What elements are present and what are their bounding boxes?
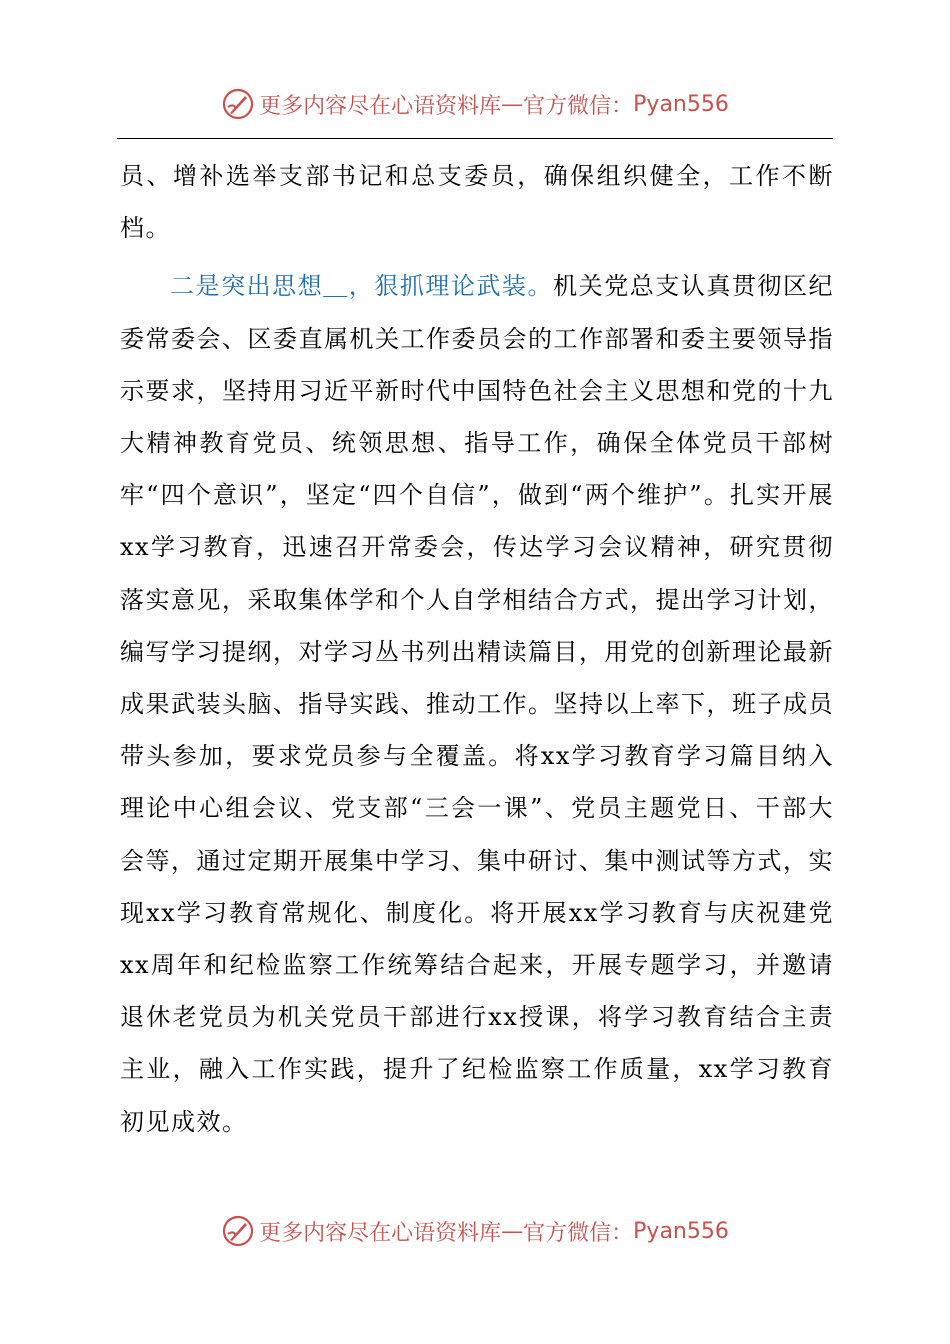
paragraph-body: 机关党总支认真贯彻区纪委常委会、区委直属机关工作委员会的工作部署和委主要领导指示要求，坚持用习近平新时代中国特色社会主义思想和党的十九大精神教育党员、统领思想、指导工作，确保全体党员干部树牢“四个意识”，坚定“四个自信”，做到“两个维护”。扎实开展xx学习教育，迅速召开常委会，传达学习会议精神，研究贯彻落实意见，采取集体学和个人自学相结合方式，提出学习计划，编写学习提纲，对学习丛书列出精读篇目，用党的创新理论最新成果武装头脑、指导实践、推动工作。坚持以上率下，班子成员带头参加，要求党员参与全覆盖。将xx学习教育学习篇目纳入理论中心组会议、党支部“三会一课”、党员主题党日、干部大会等，通过定期开展集中学习、集中研讨、集中测试等方式，实现xx学习教育常规化、制度化。将开展xx学习教育与庆祝建党xx周年和纪检监察工作统筹结合起来，开展专题学习，并邀请退休老党员为机关党员干部进行xx授课，将学习教育结合主责主业，融入工作实践，提升了纪检监察工作质量，xx学习教育初见成效。 (120, 272, 835, 1136)
quill-logo-icon (221, 1214, 255, 1248)
footer-banner (0, 1211, 950, 1251)
banner-title: 更多内容尽在心语资料库 (259, 1220, 502, 1246)
document-body (120, 150, 834, 1148)
paragraph-continued: 员、增补选举支部书记和总支委员，确保组织健全，工作不断档。 (120, 162, 834, 243)
banner-wechat-id: Pyan556 (633, 1218, 729, 1244)
banner-contact-label: 官方微信： (523, 93, 634, 119)
paragraph-heading: 二是突出思想＿，狠抓理论武装。 (170, 272, 554, 301)
banner-separator: — (501, 91, 524, 117)
banner-title: 更多内容尽在心语资料库 (259, 93, 502, 119)
header-banner (0, 84, 950, 124)
banner-contact-label: 官方微信： (523, 1220, 634, 1246)
paragraph-theory (120, 260, 834, 1147)
banner-wechat-id: Pyan556 (633, 91, 729, 117)
header-rule (117, 138, 833, 139)
quill-logo-icon (221, 87, 255, 121)
banner-separator: — (501, 1218, 524, 1244)
